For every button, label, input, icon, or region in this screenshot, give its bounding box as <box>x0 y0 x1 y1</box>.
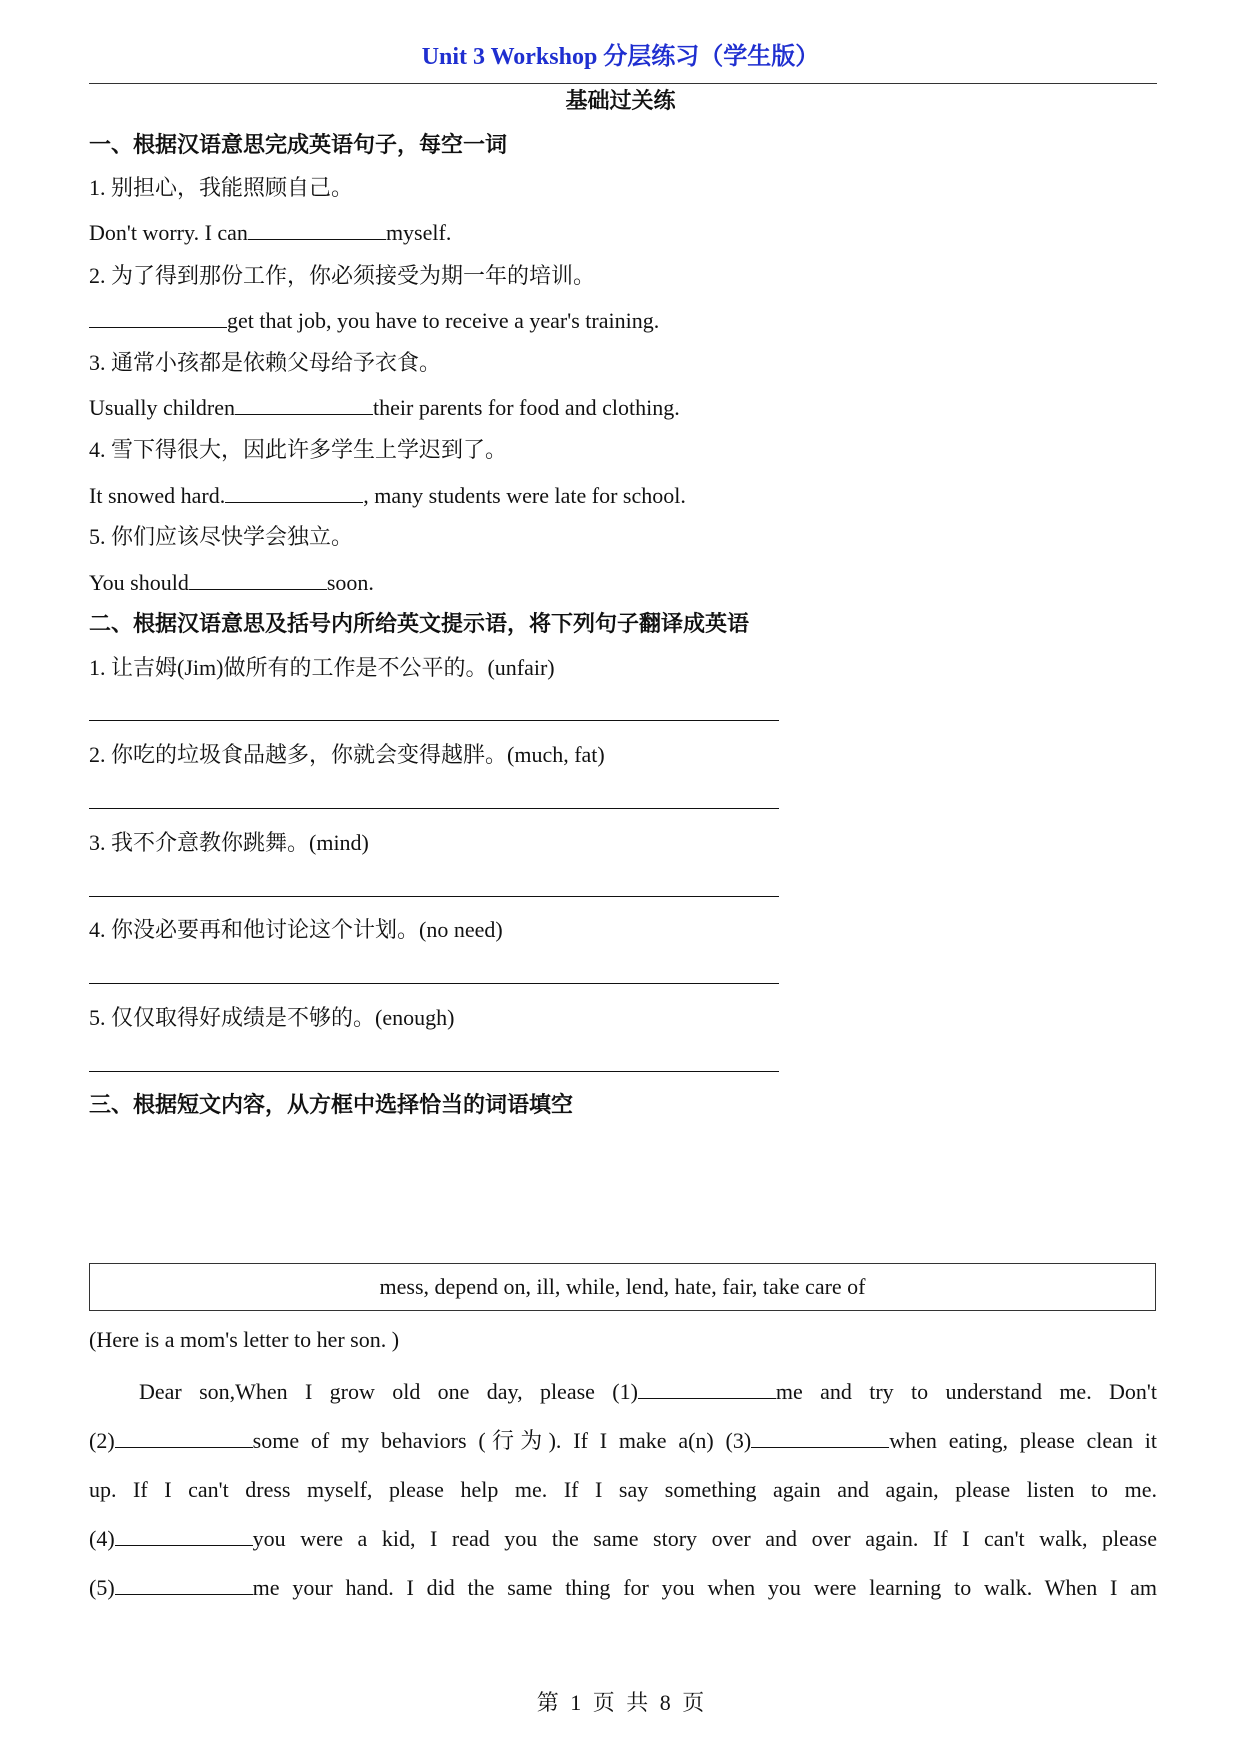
passage-line-5: (5) me your hand. I did the same thing for you when you were learning to walk. When I am <box>89 1563 1157 1612</box>
s2-item5: 5. 仅仅取得好成绩是不够的。(enough) <box>89 1005 455 1030</box>
s1-item2-zh: 2. 为了得到那份工作，你必须接受为期一年的培训。 <box>89 263 596 288</box>
fill-blank-2[interactable] <box>115 1425 253 1448</box>
header-divider <box>89 83 1157 84</box>
answer-line-3[interactable] <box>89 896 779 897</box>
answer-line-1[interactable] <box>89 720 779 721</box>
s1-item4-zh: 4. 雪下得很大，因此许多学生上学迟到了。 <box>89 437 508 462</box>
answer-line-4[interactable] <box>89 983 779 984</box>
fill-blank[interactable] <box>89 305 227 328</box>
s1-item3-zh: 3. 通常小孩都是依赖父母给予衣食。 <box>89 350 442 375</box>
s1-item5-en: You should soon. <box>89 567 374 598</box>
fill-blank-3[interactable] <box>751 1425 889 1448</box>
s1-item5-zh: 5. 你们应该尽快学会独立。 <box>89 524 354 549</box>
section2-title: 二、根据汉语意思及括号内所给英文提示语，将下列句子翻译成英语 <box>89 611 750 636</box>
s2-item3: 3. 我不介意教你跳舞。(mind) <box>89 830 369 855</box>
section3-title: 三、根据短文内容，从方框中选择恰当的词语填空 <box>89 1092 574 1117</box>
fill-blank-4[interactable] <box>115 1523 253 1546</box>
answer-line[interactable] <box>89 808 779 809</box>
s2-item4: 4. 你没必要再和他讨论这个计划。(no need) <box>89 917 503 942</box>
passage-line-3: up. If I can't dress myself, please help me. If I say something again and again, please listen to me. <box>89 1477 1157 1502</box>
document-header-title: Unit 3 Workshop 分层练习（学生版） <box>421 44 820 70</box>
s1-item4-en: It snowed hard. , many students were late for school. <box>89 480 686 511</box>
fill-blank-5[interactable] <box>115 1572 253 1595</box>
page-number: 第 1 页 共 8 页 <box>536 1690 705 1715</box>
s2-item2: 2. 你吃的垃圾食品越多，你就会变得越胖。(much, fat) <box>89 742 605 767</box>
fill-blank-1[interactable] <box>638 1376 776 1399</box>
fill-blank[interactable] <box>235 392 373 415</box>
s2-item1: 1. 让吉姆(Jim)做所有的工作是不公平的。(unfair) <box>89 655 555 680</box>
word-box: mess, depend on, ill, while, lend, hate, fair, take care of <box>89 1263 1156 1311</box>
passage-intro: (Here is a mom's letter to her son. ) <box>89 1327 400 1352</box>
passage-line-4: (4) you were a kid, I read you the same story over and over again. If I can't walk, please <box>89 1514 1157 1563</box>
answer-line-5[interactable] <box>89 1071 779 1072</box>
fill-blank[interactable] <box>189 567 327 590</box>
fill-blank[interactable] <box>225 480 363 503</box>
s1-item1-en: Don't worry. I can myself. <box>89 217 451 248</box>
section1-title: 一、根据汉语意思完成英语句子，每空一词 <box>89 132 508 157</box>
s1-item1-zh: 1. 别担心，我能照顾自己。 <box>89 175 354 200</box>
passage-line-2: (2) some of my behaviors (行为). If I make a(n) (3) when eating, please clean it <box>89 1416 1157 1465</box>
passage-line-1: Dear son,When I grow old one day, please (1) me and try to understand me. Don't <box>89 1367 1157 1416</box>
level-title: 基础过关练 <box>565 88 676 113</box>
fill-blank[interactable] <box>248 217 386 240</box>
s1-item3-en: Usually children their parents for food and clothing. <box>89 392 680 423</box>
s1-item2-en: get that job, you have to receive a year's training. <box>89 305 659 336</box>
